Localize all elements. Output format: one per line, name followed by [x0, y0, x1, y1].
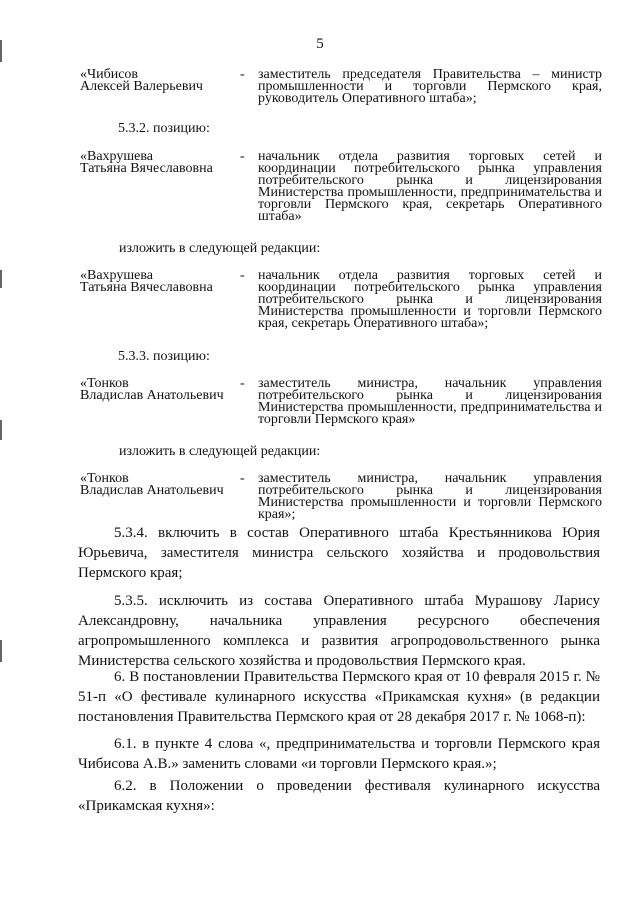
entry-description: заместитель министра, начальник управления потребительского рынка и лицензирования Министерства промышленности и торговли Пермского края»;	[258, 471, 602, 522]
entry-name: «Вахрушева Татьяна Вячеславовна	[80, 268, 213, 295]
paragraph-6: 6. В постановлении Правительства Пермского края от 10 февраля 2015 г. № 51-п «О фестивале кулинарного искусства «Прикамская кухня» (в редакции постановления Правительства Пермского края от 28 декабря 2017 г. № 1068-п):	[78, 669, 600, 725]
entry-name: «Вахрушева Татьяна Вячеславовна	[80, 149, 213, 176]
entry-dash: -	[240, 376, 245, 391]
edit-instruction: изложить в следующей редакции:	[119, 241, 321, 256]
entry-name: «Чибисов Алексей Валерьевич	[80, 67, 203, 94]
entry-description: заместитель председателя Правительства – министр промышленности и торговли Пермского края, руководитель Оперативного штаба»;	[258, 67, 602, 106]
paragraph-5-3-5: 5.3.5. исключить из состава Оперативного штаба Мурашову Ларису Александровну, начальника управления ресурсного обеспечения агропромышленного комплекса и развития агропродовольственного рынка Министерства сельского хозяйства и продовольствия Пермского края.	[78, 593, 600, 669]
scan-edge-mark	[0, 420, 2, 440]
entry-name: «Тонков Владислав Анатольевич	[80, 376, 224, 403]
entry-description: заместитель министра, начальник управления потребительского рынка и лицензирования Министерства промышленности, предпринимательства и торговли Пермского края»	[258, 376, 602, 427]
paragraph-5-3-4: 5.3.4. включить в состав Оперативного штаба Крестьянникова Юрия Юрьевича, заместителя министра сельского хозяйства и продовольствия Пермского края;	[78, 525, 600, 581]
edit-instruction: изложить в следующей редакции:	[119, 444, 321, 459]
subsection-heading: 5.3.2. позицию:	[118, 121, 210, 136]
entry-name: «Тонков Владислав Анатольевич	[80, 471, 224, 498]
subsection-heading: 5.3.3. позицию:	[118, 349, 210, 364]
entry-dash: -	[240, 67, 245, 82]
entry-description: начальник отдела развития торговых сетей и координации потребительского рынка управления потребительского рынка и лицензирования Министерства промышленности, предпринимательства и торговли Пермского края, секретарь Оперативного штаба»	[258, 149, 602, 224]
page-number: 5	[316, 36, 324, 52]
paragraph-6-2: 6.2. в Положении о проведении фестиваля кулинарного искусства «Прикамская кухня»:	[78, 778, 600, 814]
scan-edge-mark	[0, 270, 2, 288]
entry-dash: -	[240, 268, 245, 283]
entry-dash: -	[240, 471, 245, 486]
entry-dash: -	[240, 149, 245, 164]
scan-edge-mark	[0, 640, 2, 662]
entry-description: начальник отдела развития торговых сетей и координации потребительского рынка управления потребительского рынка и лицензирования Министерства промышленности и торговли Пермского края, секретарь Оперативного штаба»;	[258, 268, 602, 331]
paragraph-6-1: 6.1. в пункте 4 слова «, предпринимательства и торговли Пермского края Чибисова А.В.» заменить словами «и торговли Пермского края.»;	[78, 736, 600, 772]
